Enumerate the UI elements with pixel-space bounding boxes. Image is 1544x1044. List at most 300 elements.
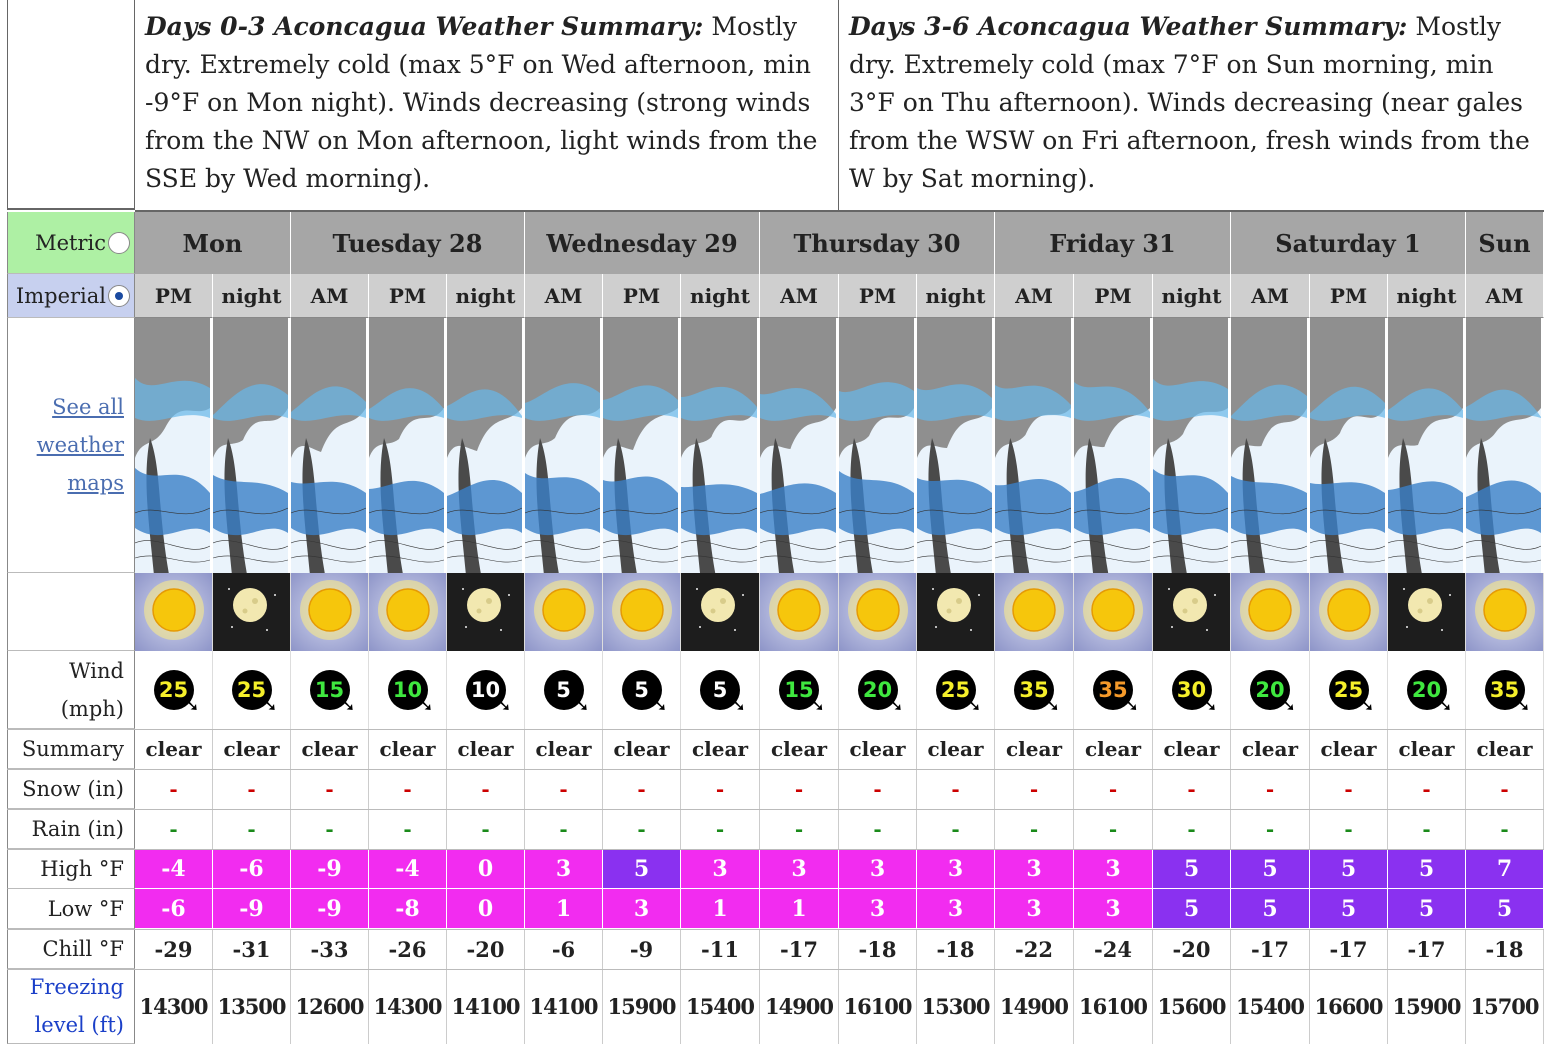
- freezing-level-cell: 13500: [213, 969, 291, 1044]
- summary-title: Days 0-3 Aconcagua Weather Summary:: [145, 12, 704, 41]
- chill-cell: -6: [525, 929, 603, 969]
- row-divider: [7, 849, 1544, 850]
- freezing-level-cell: 16100: [1074, 969, 1153, 1044]
- wind-speed-value: 25: [158, 678, 189, 702]
- period-header: night: [681, 274, 760, 318]
- low-temp-cell: -8: [369, 889, 447, 929]
- day-header[interactable]: Mon: [135, 212, 291, 274]
- snow-cell: -: [995, 769, 1074, 809]
- period-header: PM: [369, 274, 447, 318]
- summary-cell: clear: [525, 729, 603, 769]
- sun-icon: [607, 575, 677, 649]
- summary-cell: clear: [291, 729, 369, 769]
- rain-cell: -: [1310, 809, 1388, 849]
- low-temp-cell: -9: [291, 889, 369, 929]
- icon-row-label-blank: [7, 573, 135, 651]
- freezing-row-label: [7, 969, 135, 1044]
- snow-cell: -: [1231, 769, 1310, 809]
- row-divider: [7, 809, 1544, 810]
- chill-cell: -11: [681, 929, 760, 969]
- weather-map-thumbnail[interactable]: [917, 318, 995, 573]
- low-temp-cell: 5: [1153, 889, 1231, 929]
- rain-cell: -: [1231, 809, 1310, 849]
- low-temp-cell: 5: [1231, 889, 1310, 929]
- wind-speed-badge: [1485, 670, 1531, 716]
- weather-map-thumbnail[interactable]: [525, 318, 603, 573]
- weather-map-thumbnail[interactable]: [760, 318, 839, 573]
- wind-speed-badge: [1407, 670, 1453, 716]
- snow-row-label: Snow (in): [7, 769, 135, 809]
- period-header: PM: [603, 274, 681, 318]
- chill-cell: -26: [369, 929, 447, 969]
- low-temp-cell: 3: [995, 889, 1074, 929]
- period-header: night: [1153, 274, 1231, 318]
- period-header: night: [917, 274, 995, 318]
- snow-cell: -: [525, 769, 603, 809]
- wind-speed-badge: [388, 670, 434, 716]
- weather-map-thumbnail[interactable]: [839, 318, 917, 573]
- snow-cell: -: [1310, 769, 1388, 809]
- weather-map-image: [760, 318, 836, 573]
- weather-map-image: [839, 318, 914, 573]
- weather-map-thumbnail[interactable]: [603, 318, 681, 573]
- high-row-label: High °F: [7, 849, 135, 889]
- freezing-level-cell: 15900: [1388, 969, 1466, 1044]
- low-temp-cell: -6: [135, 889, 213, 929]
- wind-cell: [1466, 651, 1544, 729]
- wind-direction-arrow-icon: ➘: [730, 695, 746, 716]
- snow-cell: -: [1388, 769, 1466, 809]
- wind-direction-arrow-icon: ➘: [496, 695, 512, 716]
- imperial-label: Imperial: [15, 283, 106, 308]
- wind-speed-value: 20: [1411, 678, 1442, 702]
- period-header: night: [1388, 274, 1466, 318]
- rain-cell: -: [1466, 809, 1544, 849]
- sun-icon: [1235, 575, 1305, 649]
- summary-text: Mostly dry. Extremely cold (max 5°F on Wed afternoon, min -9°F on Mon night). Winds decreasing (strong winds from the NW on Mon afternoon, light winds from the SSE by Wed morning).: [145, 12, 818, 193]
- weather-map-thumbnail[interactable]: [1466, 318, 1544, 573]
- chill-cell: -24: [1074, 929, 1153, 969]
- high-temp-cell: 3: [995, 849, 1074, 889]
- period-header: night: [447, 274, 525, 318]
- period-header: PM: [839, 274, 917, 318]
- wind-speed-badge: [779, 670, 825, 716]
- chill-cell: -18: [839, 929, 917, 969]
- day-header[interactable]: Wednesday 29: [525, 212, 760, 274]
- see-all-weather-maps-link[interactable]: See all weather maps: [36, 395, 124, 495]
- sun-icon: [999, 575, 1069, 649]
- chill-cell: -17: [1231, 929, 1310, 969]
- wind-speed-value: 20: [862, 678, 893, 702]
- row-divider: [7, 969, 1544, 970]
- sun-icon: [843, 575, 913, 649]
- freezing-level-cell: 12600: [291, 969, 369, 1044]
- period-header: PM: [135, 274, 213, 318]
- summary-cell: clear: [995, 729, 1074, 769]
- weather-icon-cell: [1388, 573, 1466, 651]
- snow-cell: -: [603, 769, 681, 809]
- moon-icon: [921, 575, 991, 649]
- freezing-level-cell: 14900: [995, 969, 1074, 1044]
- weather-map-image: [1310, 318, 1385, 573]
- weather-map-image: [995, 318, 1071, 573]
- weather-icon-cell: [995, 573, 1074, 651]
- wind-cell: [760, 651, 839, 729]
- wind-cell: [1310, 651, 1388, 729]
- row-divider: [7, 929, 1544, 930]
- weather-map-image: [135, 318, 210, 573]
- freezing-level-cell: 15400: [1231, 969, 1310, 1044]
- period-header: night: [213, 274, 291, 318]
- weather-icon-cell: [839, 573, 917, 651]
- wind-direction-arrow-icon: ➘: [418, 695, 434, 716]
- snow-cell: -: [135, 769, 213, 809]
- wind-direction-arrow-icon: ➘: [340, 695, 356, 716]
- high-temp-cell: 3: [681, 849, 760, 889]
- weather-map-image: [447, 318, 522, 573]
- summary-row-label: Summary: [7, 729, 135, 769]
- weather-icon-cell: [1074, 573, 1153, 651]
- wind-speed-value: 30: [1176, 678, 1207, 702]
- wind-speed-value: 35: [1019, 678, 1049, 702]
- chill-cell: -31: [213, 929, 291, 969]
- wind-direction-arrow-icon: ➘: [652, 695, 668, 716]
- chill-cell: -17: [1310, 929, 1388, 969]
- high-temp-cell: -6: [213, 849, 291, 889]
- weather-map-thumbnail[interactable]: [135, 318, 213, 573]
- freezing-level-cell: 14100: [525, 969, 603, 1044]
- wind-direction-arrow-icon: ➘: [574, 695, 590, 716]
- weather-map-thumbnail[interactable]: [681, 318, 760, 573]
- snow-cell: -: [291, 769, 369, 809]
- rain-cell: -: [213, 809, 291, 849]
- sun-icon: [373, 575, 443, 649]
- rain-cell: -: [1153, 809, 1231, 849]
- wind-speed-value: 5: [634, 678, 649, 702]
- summary-title: Days 3-6 Aconcagua Weather Summary:: [849, 12, 1408, 41]
- freezing-level-cell: 14100: [447, 969, 525, 1044]
- wind-direction-arrow-icon: ➘: [1202, 695, 1218, 716]
- high-temp-cell: 5: [1388, 849, 1466, 889]
- wind-speed-value: 35: [1098, 678, 1128, 702]
- metric-label: Metric: [35, 230, 106, 255]
- freezing-level-cell: 14900: [760, 969, 839, 1044]
- moon-icon: [217, 575, 287, 649]
- rain-cell: -: [447, 809, 525, 849]
- wind-direction-arrow-icon: ➘: [262, 695, 278, 716]
- moon-icon: [1157, 575, 1227, 649]
- wind-speed-badge: [1250, 670, 1296, 716]
- weather-map-image: [369, 318, 444, 573]
- snow-cell: -: [681, 769, 760, 809]
- snow-cell: -: [1153, 769, 1231, 809]
- weather-map-image: [213, 318, 288, 573]
- summary-cell: clear: [1388, 729, 1466, 769]
- high-temp-cell: -4: [369, 849, 447, 889]
- sun-icon: [295, 575, 365, 649]
- rain-cell: -: [760, 809, 839, 849]
- weather-map-image: [1231, 318, 1307, 573]
- imperial-toggle[interactable]: [7, 274, 135, 318]
- chill-cell: -33: [291, 929, 369, 969]
- high-temp-cell: 5: [1231, 849, 1310, 889]
- chill-cell: -20: [1153, 929, 1231, 969]
- low-temp-cell: 5: [1466, 889, 1544, 929]
- weather-map-image: [1153, 318, 1228, 573]
- period-header: AM: [1466, 274, 1544, 318]
- wind-direction-arrow-icon: ➘: [1280, 695, 1296, 716]
- weather-icon-cell: [760, 573, 839, 651]
- wind-speed-value: 5: [556, 678, 571, 702]
- summary-days-3-6: [839, 0, 1544, 212]
- chill-cell: -29: [135, 929, 213, 969]
- rain-cell: -: [525, 809, 603, 849]
- freezing-label: Freezing: [29, 975, 124, 999]
- day-header[interactable]: Sun: [1466, 212, 1544, 274]
- weather-icon-cell: [447, 573, 525, 651]
- wind-speed-badge: [622, 670, 668, 716]
- period-header: AM: [525, 274, 603, 318]
- low-temp-cell: -9: [213, 889, 291, 929]
- wind-speed-badge: [544, 670, 590, 716]
- moon-icon: [451, 575, 521, 649]
- summary-cell: clear: [917, 729, 995, 769]
- period-header: AM: [995, 274, 1074, 318]
- low-temp-cell: 5: [1310, 889, 1388, 929]
- weather-icon-cell: [213, 573, 291, 651]
- wind-speed-badge: [232, 670, 278, 716]
- wind-speed-badge: [310, 670, 356, 716]
- wind-cell: [213, 651, 291, 729]
- rain-cell: -: [603, 809, 681, 849]
- snow-cell: -: [213, 769, 291, 809]
- sun-icon: [529, 575, 599, 649]
- wind-direction-arrow-icon: ➘: [1515, 695, 1531, 716]
- chill-cell: -18: [1466, 929, 1544, 969]
- high-temp-cell: 5: [603, 849, 681, 889]
- wind-cell: [1388, 651, 1466, 729]
- snow-cell: -: [1466, 769, 1544, 809]
- wind-unit-label: (mph): [60, 696, 124, 721]
- snow-cell: -: [760, 769, 839, 809]
- wind-row-label: [7, 651, 135, 729]
- weather-icon-cell: [291, 573, 369, 651]
- summary-text: Mostly dry. Extremely cold (max 7°F on Sun morning, min 3°F on Thu afternoon). Winds decreasing (near gales from the WSW on Fri afternoon, fresh winds from the W by Sat morning).: [849, 12, 1530, 193]
- summary-cell: clear: [1466, 729, 1544, 769]
- high-temp-cell: 3: [760, 849, 839, 889]
- low-temp-cell: 3: [839, 889, 917, 929]
- high-temp-cell: 3: [839, 849, 917, 889]
- day-header[interactable]: Friday 31: [995, 212, 1231, 274]
- period-header: AM: [760, 274, 839, 318]
- wind-cell: [291, 651, 369, 729]
- row-divider: [7, 729, 1544, 730]
- weather-icon-cell: [603, 573, 681, 651]
- high-temp-cell: 3: [917, 849, 995, 889]
- weather-icon-cell: [1310, 573, 1388, 651]
- high-temp-cell: -9: [291, 849, 369, 889]
- freezing-unit-label: level (ft): [34, 1013, 124, 1037]
- wind-direction-arrow-icon: ➘: [1359, 695, 1375, 716]
- summary-cell: clear: [603, 729, 681, 769]
- period-header: PM: [1310, 274, 1388, 318]
- rain-cell: -: [291, 809, 369, 849]
- high-temp-cell: 5: [1310, 849, 1388, 889]
- low-row-label: Low °F: [7, 889, 135, 929]
- wind-speed-value: 25: [236, 678, 267, 702]
- row-divider: [7, 769, 1544, 770]
- summary-days-0-3: [135, 0, 839, 212]
- freezing-level-cell: 16600: [1310, 969, 1388, 1044]
- rain-cell: -: [369, 809, 447, 849]
- wind-cell: [1153, 651, 1231, 729]
- wind-cell: [525, 651, 603, 729]
- weather-icon-cell: [1231, 573, 1310, 651]
- rain-cell: -: [135, 809, 213, 849]
- weather-map-image: [681, 318, 757, 573]
- metric-radio[interactable]: [108, 232, 130, 254]
- summary-cell: clear: [760, 729, 839, 769]
- wind-label: Wind: [69, 658, 124, 683]
- wind-cell: [135, 651, 213, 729]
- high-temp-cell: 5: [1153, 849, 1231, 889]
- low-temp-cell: 5: [1388, 889, 1466, 929]
- wind-speed-value: 35: [1489, 678, 1520, 702]
- rain-cell: -: [839, 809, 917, 849]
- low-temp-cell: 1: [681, 889, 760, 929]
- sun-icon: [764, 575, 834, 649]
- high-temp-cell: 0: [447, 849, 525, 889]
- weather-map-thumbnail[interactable]: [447, 318, 525, 573]
- freezing-level-cell: 15700: [1466, 969, 1544, 1044]
- high-temp-cell: 7: [1466, 849, 1544, 889]
- wind-speed-badge: [1014, 670, 1060, 716]
- rain-cell: -: [681, 809, 760, 849]
- weather-map-image: [291, 318, 366, 573]
- weather-map-thumbnail[interactable]: [1310, 318, 1388, 573]
- snow-cell: -: [917, 769, 995, 809]
- maps-label-cell: [7, 318, 135, 573]
- high-temp-cell: 3: [525, 849, 603, 889]
- weather-map-image: [1388, 318, 1463, 573]
- wind-speed-badge: [1329, 670, 1375, 716]
- imperial-radio[interactable]: [108, 285, 130, 307]
- wind-direction-arrow-icon: ➘: [888, 695, 904, 716]
- weather-icon-cell: [525, 573, 603, 651]
- weather-map-thumbnail[interactable]: [1231, 318, 1310, 573]
- weather-map-thumbnail[interactable]: [369, 318, 447, 573]
- wind-speed-badge: [1172, 670, 1218, 716]
- wind-speed-value: 15: [784, 678, 814, 702]
- wind-cell: [995, 651, 1074, 729]
- weather-map-image: [917, 318, 992, 573]
- weather-map-thumbnail[interactable]: [995, 318, 1074, 573]
- rain-cell: -: [917, 809, 995, 849]
- summary-cell: clear: [135, 729, 213, 769]
- metric-toggle[interactable]: [7, 212, 135, 274]
- weather-map-image: [603, 318, 678, 573]
- high-temp-cell: -4: [135, 849, 213, 889]
- moon-icon: [685, 575, 755, 649]
- sun-icon: [1314, 575, 1384, 649]
- wind-speed-badge: [700, 670, 746, 716]
- summary-row-label-blank: [7, 0, 135, 210]
- sun-icon: [1470, 575, 1540, 649]
- summary-cell: clear: [681, 729, 760, 769]
- chill-cell: -9: [603, 929, 681, 969]
- chill-row-label: Chill °F: [7, 929, 135, 969]
- wind-speed-value: 25: [1333, 678, 1364, 702]
- summary-cell: clear: [369, 729, 447, 769]
- snow-cell: -: [839, 769, 917, 809]
- wind-cell: [369, 651, 447, 729]
- weather-icon-cell: [1153, 573, 1231, 651]
- wind-speed-value: 5: [712, 678, 728, 702]
- wind-speed-value: 15: [314, 678, 345, 702]
- weather-map-thumbnail[interactable]: [1388, 318, 1466, 573]
- chill-cell: -20: [447, 929, 525, 969]
- wind-direction-arrow-icon: ➘: [1044, 695, 1060, 716]
- wind-direction-arrow-icon: ➘: [809, 695, 825, 716]
- weather-map-image: [1466, 318, 1541, 573]
- snow-cell: -: [1074, 769, 1153, 809]
- wind-cell: [1074, 651, 1153, 729]
- day-header[interactable]: Thursday 30: [760, 212, 995, 274]
- summary-cell: clear: [1074, 729, 1153, 769]
- freezing-level-cell: 15900: [603, 969, 681, 1044]
- low-temp-cell: 3: [917, 889, 995, 929]
- wind-speed-badge: [466, 670, 512, 716]
- wind-speed-value: 20: [1255, 678, 1285, 702]
- weather-map-thumbnail[interactable]: [213, 318, 291, 573]
- summary-cell: clear: [1310, 729, 1388, 769]
- rain-row-label: Rain (in): [7, 809, 135, 849]
- weather-icon-cell: [135, 573, 213, 651]
- low-temp-cell: 0: [447, 889, 525, 929]
- weather-map-thumbnail[interactable]: [291, 318, 369, 573]
- freezing-level-cell: 15300: [917, 969, 995, 1044]
- period-header: PM: [1074, 274, 1153, 318]
- wind-speed-value: 25: [940, 678, 971, 702]
- day-header[interactable]: Saturday 1: [1231, 212, 1466, 274]
- wind-speed-value: 10: [470, 678, 501, 702]
- wind-speed-badge: [858, 670, 904, 716]
- weather-map-thumbnail[interactable]: [1153, 318, 1231, 573]
- freezing-level-cell: 14300: [369, 969, 447, 1044]
- summary-cell: clear: [1153, 729, 1231, 769]
- wind-direction-arrow-icon: ➘: [966, 695, 982, 716]
- weather-icon-cell: [1466, 573, 1544, 651]
- low-temp-cell: 1: [760, 889, 839, 929]
- low-temp-cell: 1: [525, 889, 603, 929]
- wind-speed-badge: [154, 670, 200, 716]
- high-temp-cell: 3: [1074, 849, 1153, 889]
- freezing-level-cell: 16100: [839, 969, 917, 1044]
- snow-cell: -: [369, 769, 447, 809]
- chill-cell: -18: [917, 929, 995, 969]
- chill-cell: -17: [760, 929, 839, 969]
- summary-cell: clear: [213, 729, 291, 769]
- freezing-level-cell: 14300: [135, 969, 213, 1044]
- sun-icon: [139, 575, 209, 649]
- summary-cell: clear: [447, 729, 525, 769]
- rain-cell: -: [995, 809, 1074, 849]
- freezing-level-cell: 15600: [1153, 969, 1231, 1044]
- day-header[interactable]: Tuesday 28: [291, 212, 525, 274]
- weather-map-thumbnail[interactable]: [1074, 318, 1153, 573]
- weather-icon-cell: [369, 573, 447, 651]
- period-header: AM: [291, 274, 369, 318]
